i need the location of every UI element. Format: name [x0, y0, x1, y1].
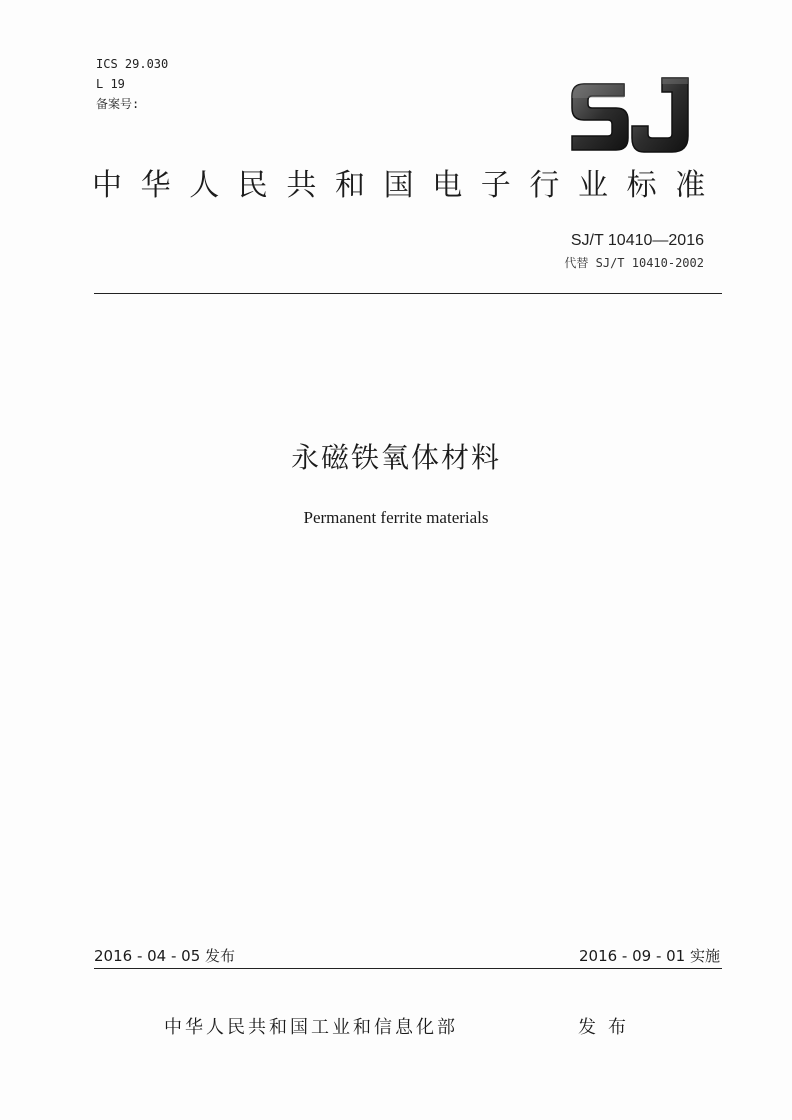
issuing-authority: 中华人民共和国工业和信息化部: [164, 1017, 458, 1038]
sj-emblem-logo: [566, 74, 694, 158]
issuer-action-label: 发布: [578, 1017, 638, 1038]
classification-block: [96, 54, 168, 114]
standard-type-heading: 中华人民共和国电子行业标准: [92, 168, 724, 203]
ics-code: ICS 29.030: [96, 57, 169, 71]
standard-number: SJ/T 10410—2016: [570, 232, 704, 249]
implementation-date: 2016 - 09 - 01 实施: [578, 947, 720, 965]
document-title-zh: 永磁铁氧体材料: [290, 441, 501, 474]
top-divider: [94, 293, 722, 294]
filing-number-label: 备案号:: [96, 97, 140, 111]
sj-logo-icon: [566, 74, 694, 158]
ccs-code: L 19: [96, 77, 125, 91]
bottom-divider: [94, 968, 722, 969]
issue-date: 2016 - 04 - 05 发布: [94, 947, 236, 965]
replaces-standard: 代替 SJ/T 10410-2002: [564, 256, 704, 270]
document-title-en: Permanent ferrite materials: [303, 508, 489, 527]
